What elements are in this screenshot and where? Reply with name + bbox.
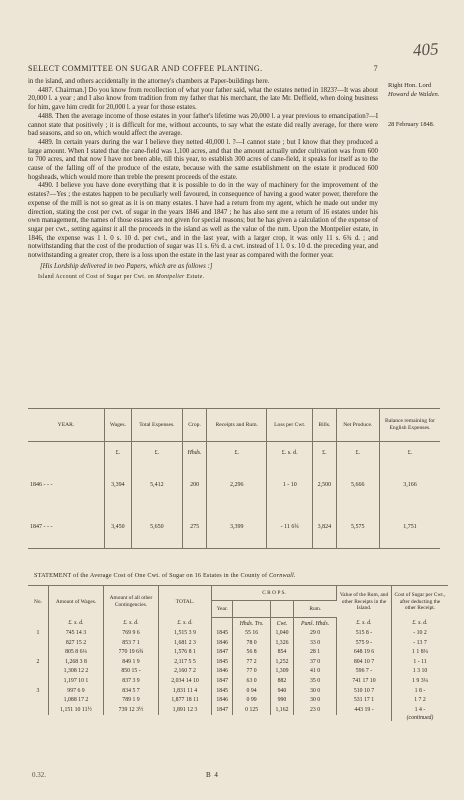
t2-cell: 741 17 10: [337, 677, 392, 687]
t2-cell: 1,877 18 11: [159, 696, 212, 706]
t2-cell: 1 4 -: [414, 706, 426, 713]
header-title: SELECT COMMITTEE ON SUGAR AND COFFEE PLANTING.: [28, 64, 263, 73]
t2-cell: 1845: [212, 687, 233, 697]
document-code: 0.32.: [32, 771, 46, 779]
t2-cell: 2,117 5 5: [159, 658, 212, 668]
t1-cell: 5,666: [336, 464, 379, 506]
t2-cell: 648 19 6: [337, 648, 392, 658]
t2-cell: 1,040: [270, 629, 293, 639]
t2-cell: 1,326: [270, 639, 293, 649]
t2-cell: 1 9 3¼: [412, 677, 428, 684]
t2-cell: 1,309: [270, 667, 293, 677]
t2-unit: [212, 618, 233, 630]
t2-header-contingencies: Amount of all other Contingencies.: [104, 586, 159, 618]
t2-cell: 849 1 9: [104, 658, 159, 668]
margin-note: [388, 82, 456, 130]
paragraph-4488: 4488. Then the average income of those estates in your father's lifetime was 20,000 l. a year previous to emancipation?—I cannot state that positively ; it is difficult for me, without accounts, to say what the estate did really average, for there were bad seasons, and so on, which would affect the average.: [28, 112, 378, 138]
t2-cell: 1 7 2: [414, 697, 426, 704]
t2-cell: 56 8: [233, 648, 270, 658]
t2-cell: 1,197 10 1: [49, 677, 104, 687]
t1-row-1846: [28, 464, 440, 506]
t2-cell: 510 10 7: [337, 687, 392, 697]
t2-cell: 854: [270, 648, 293, 658]
t1-cell: 2,500: [313, 464, 336, 506]
t2-cell: 990: [270, 696, 293, 706]
t2-cell: 1,308 12 2: [49, 667, 104, 677]
t2-unit: Punš. Hhds.: [294, 618, 337, 630]
t2-header-rum: Rum.: [294, 601, 337, 618]
t2-cell: 63 0: [233, 677, 270, 687]
t1-cell: 3,394: [105, 464, 132, 506]
t1-cell: 5,650: [131, 506, 182, 549]
table-row: [28, 658, 448, 668]
t2-cell: 837 3 9: [104, 677, 159, 687]
t2-cell: 997 6 9: [49, 687, 104, 697]
t2-cell: 2,160 7 2: [159, 667, 212, 677]
t2-cell: 77 0: [233, 667, 270, 677]
t2-cell: 1,891 12 3: [159, 706, 212, 716]
t2-cell: 805 8 6¼: [49, 648, 104, 658]
t2-header-cost: Cost of Sugar per Cwt., after deducting the other Receipt.: [394, 592, 446, 611]
witness-prefix: Right Hon. Lord: [388, 82, 432, 89]
t2-cell: 37 0: [294, 658, 337, 668]
handwritten-folio: 405: [411, 39, 439, 60]
t2-cell: 0 94: [233, 687, 270, 697]
t2-cell: - 13 7: [413, 639, 427, 646]
t2-cell: 35 0: [294, 677, 337, 687]
t1-cell: 200: [182, 464, 206, 506]
sixteen-estates-table: [28, 585, 448, 721]
t2-header-no: No.: [28, 586, 49, 618]
t2-cell: 827 15 2: [49, 639, 104, 649]
t2-units-row: [28, 618, 448, 630]
t1-header-wages: Wages.: [105, 409, 132, 442]
t2-cell: 1847: [212, 648, 233, 658]
t2-cell: 77 2: [233, 658, 270, 668]
t2-unit: Cwt.: [270, 618, 293, 630]
table-row: [28, 667, 448, 677]
t2-cell: 882: [270, 677, 293, 687]
header-page-number: 7: [373, 64, 378, 73]
t2-cell: 2: [28, 658, 49, 668]
t2-cell: 1,831 11 4: [159, 687, 212, 697]
t1-unit: £.: [131, 442, 182, 465]
t2-header-total: TOTAL.: [159, 586, 212, 618]
t2-cell: 1846: [212, 696, 233, 706]
t2-cell: [28, 639, 49, 649]
montpelier-account-table: [28, 408, 440, 549]
t1-header-crop: Crop.: [182, 409, 206, 442]
t2-cell: 23 0: [294, 706, 337, 716]
t2-cell: 0 125: [233, 706, 270, 716]
body-text: [28, 78, 378, 282]
table2-title-prefix: STATEMENT of the Average Cost of One Cwt. of Sugar on 16 Estates in the County of: [34, 572, 268, 579]
t1-row-1847: [28, 506, 440, 549]
t2-cell: [28, 667, 49, 677]
t2-cell: 853 7 1: [104, 639, 159, 649]
t2-cell: 1,252: [270, 658, 293, 668]
t1-cell: 275: [182, 506, 206, 549]
table2-title: [34, 572, 444, 579]
t2-cell: - 10 2: [413, 630, 427, 636]
t2-header-year: Year.: [212, 601, 233, 618]
t2-cell: 1,681 2 3: [159, 639, 212, 649]
t2-continued: (continued): [406, 715, 434, 722]
table-row: [28, 696, 448, 706]
t2-cell: 1 3 10: [412, 668, 428, 675]
t2-cell: 850 15 -: [104, 667, 159, 677]
t1-cell: - 11 6¾: [267, 506, 313, 549]
t2-continued-row: [28, 715, 448, 721]
t2-cell: 29 0: [294, 629, 337, 639]
t1-cell: 3,166: [403, 482, 417, 488]
t2-unit: £. s. d.: [49, 618, 104, 630]
t2-header-sugar: [233, 601, 270, 618]
t2-cell: 1847: [212, 706, 233, 716]
t2-unit: [28, 618, 49, 630]
t1-unit: £.: [313, 442, 336, 465]
paragraph-continuation: in the island, and others accidentally in the attorney's chambers at Paper-buildings here.: [28, 78, 270, 85]
t2-cell: 940: [270, 687, 293, 697]
t2-cell: 30 0: [294, 696, 337, 706]
t2-cell: 804 10 7: [337, 658, 392, 668]
t2-cell: 30 0: [294, 687, 337, 697]
t2-cell: 769 9 6: [104, 629, 159, 639]
t2-cell: 0 99: [233, 696, 270, 706]
t2-cell: 745 14 3: [49, 629, 104, 639]
t2-cell: 739 12 3½: [104, 706, 159, 716]
t2-header-wages: Amount of Wages.: [49, 586, 104, 618]
t1-cell: 5,412: [131, 464, 182, 506]
t1-unit: £.: [336, 442, 379, 465]
table1-caption-prefix: Island Account of Cost of Sugar per Cwt. on: [38, 274, 155, 281]
t2-unit: £. s. d.: [159, 618, 212, 630]
table-row: [28, 687, 448, 697]
t2-cell: 789 1 9: [104, 696, 159, 706]
t2-cell: 1,576 8 1: [159, 648, 212, 658]
t2-cell: 78 0: [233, 639, 270, 649]
t2-cell: 1: [28, 629, 49, 639]
t2-cell: [28, 648, 49, 658]
table1-caption-estate: Montpelier Estate.: [155, 274, 205, 281]
t2-cell: 55 16: [233, 629, 270, 639]
t2-header-blank: [270, 601, 293, 618]
t1-unit: Hhds.: [182, 442, 206, 465]
t2-cell: 1,088 17 2: [49, 696, 104, 706]
t1-unit: £.: [207, 442, 267, 465]
t2-cell: 1 8 -: [414, 687, 426, 694]
t2-cell: [28, 677, 49, 687]
signature-mark: B 4: [206, 771, 219, 779]
t2-cell: 834 5 7: [104, 687, 159, 697]
t2-cell: 1847: [212, 677, 233, 687]
t1-cell: 1 - 10: [267, 464, 313, 506]
table-row: [28, 648, 448, 658]
table2-title-county: Cornwall.: [268, 572, 296, 579]
table-row: [28, 629, 448, 639]
t1-unit: £. s. d.: [267, 442, 313, 465]
t2-cell: 41 0: [294, 667, 337, 677]
t2-cell: 28 1: [294, 648, 337, 658]
t2-cell: 531 17 1: [337, 696, 392, 706]
t1-cell: 1,751: [380, 506, 441, 549]
t2-header-crops: C R O P S.: [212, 586, 337, 601]
t2-cell: 443 19 -: [337, 706, 392, 716]
delivered-papers-note: [His Lordship delivered in two Papers, which are as follows :]: [40, 262, 213, 270]
t2-cell: 1,268 3 8: [49, 658, 104, 668]
t1-cell: 3,399: [207, 506, 267, 549]
t1-header-year: YEAR.: [28, 409, 105, 442]
t2-unit: £. s. d.: [104, 618, 159, 630]
t2-cell: [28, 696, 49, 706]
t1-cell: 1846 - - -: [28, 464, 105, 506]
t2-cell: 33 0: [294, 639, 337, 649]
t1-header-loss: Loss per Cwt.: [267, 409, 313, 442]
t1-cell: 5,575: [336, 506, 379, 549]
t1-unit: £.: [105, 442, 132, 465]
witness: [388, 82, 456, 99]
t1-cell: 2,296: [207, 464, 267, 506]
table-row: [28, 677, 448, 687]
t1-header-receipts: Receipts and Rum.: [207, 409, 267, 442]
t2-cell: 1,151 10 11½: [49, 706, 104, 716]
t1-header-net-produce: Net Produce.: [336, 409, 379, 442]
t2-cell: 3: [28, 687, 49, 697]
t2-cell: 770 19 6¾: [104, 648, 159, 658]
margin-date: 28 February 1848.: [388, 121, 435, 128]
t1-cell: 3,450: [105, 506, 132, 549]
t2-unit: £. s. d.: [412, 620, 428, 627]
t1-units-row: [28, 442, 440, 465]
t2-cell: 2,034 14 10: [159, 677, 212, 687]
t2-cell: 1845: [212, 658, 233, 668]
t2-header-value: Value of the Rum, and other Receipts in the Island.: [337, 586, 392, 618]
t1-cell: 1847 - - -: [28, 506, 105, 549]
t2-cell: 1,515 3 9: [159, 629, 212, 639]
t2-cell: 515 8 -: [337, 629, 392, 639]
t2-unit: £. s. d.: [337, 618, 392, 630]
paragraph-4489: 4489. In certain years during the war I believe they netted 40,000 l. ?—I cannot state ; but I know that they produced a large amount. When I stated that the cane-field was 1,100 acres, and that the amount actually under cultivation was from 600 to 700 acres, and that now I have not been able, till this year, to establish 300 acres of cane-field, it speaks for itself as to the cause of the falling off of the produce of the estate, because with the same establishment on the estate it produced 600 hogsheads, which would more than treble the present proceeds of the estate.: [28, 138, 378, 181]
t1-unit: £.: [407, 450, 413, 456]
t2-cell: [28, 706, 49, 716]
t2-cell: 1 - 11: [413, 658, 427, 665]
paragraph-4487: 4487. Chairman.] Do you know from recollection of what your father said, what the estates netted in 1823?—It was about 20,000 l. a year ; and I also know from tradition from my father that his merchant, the late Mr. Deffield, when doing business for him, gave him credit for 20,000 l. a year for those estates.: [28, 86, 378, 112]
paragraph-4490: 4490. I believe you have done everything that it is possible to do in the way of machinery for the improvement of the estates?—Yes ; the estates happen to be peculiarly well favoured, in consequence of having a good water power, therefore the expense of the mill is not so great as it is on many estates. I have had a return from my agent, which he made out under my direction, stating the cost per cwt. of sugar in the years 1846 and 1847 ; he has also sent me a return of 16 estates under his own management, the names of those estates are not given for special reasons; but he has given a calculation of the expense of sugar per cwt., setting against it all the proceeds in the island as well as the value of the rum. Upon the Montpelier estate, in 1846, the expense was 1 l. 0 s. 10 d. per cwt., and in the last year, with a larger crop, it was only 11 s. 6¾ d. ; and notwithstanding that the cost of the production of sugar was 11 s. 6¾ d. a cwt. instead of 1 l. 0 s. 10 d. the preceding year, and notwithstanding a greater crop, there is a loss upon the estate in the last year as compared with the former year.: [28, 182, 378, 260]
t2-unit: Hhds. Trs.: [233, 618, 270, 630]
table-row: [28, 639, 448, 649]
t2-cell: 1846: [212, 667, 233, 677]
t2-data-rows: [28, 629, 448, 715]
t2-cell: 1 1 8¼: [412, 649, 428, 656]
t2-cell: 596 7 -: [337, 667, 392, 677]
running-header: [28, 64, 378, 73]
t2-cell: 1845: [212, 629, 233, 639]
t2-cell: 575 9 -: [337, 639, 392, 649]
t2-cell: 1846: [212, 639, 233, 649]
t1-cell: 3,824: [313, 506, 336, 549]
t1-header-total-expenses: Total Expenses.: [131, 409, 182, 442]
table1-caption: [28, 273, 378, 282]
t1-unit: [28, 442, 105, 465]
t1-header-balance: Balance remaining for English Expenses.: [384, 418, 435, 431]
t2-cell: 1,162: [270, 706, 293, 716]
table-row: [28, 706, 448, 716]
witness-name: Howard de Walden.: [388, 90, 440, 98]
t1-header-bills: Bills.: [313, 409, 336, 442]
